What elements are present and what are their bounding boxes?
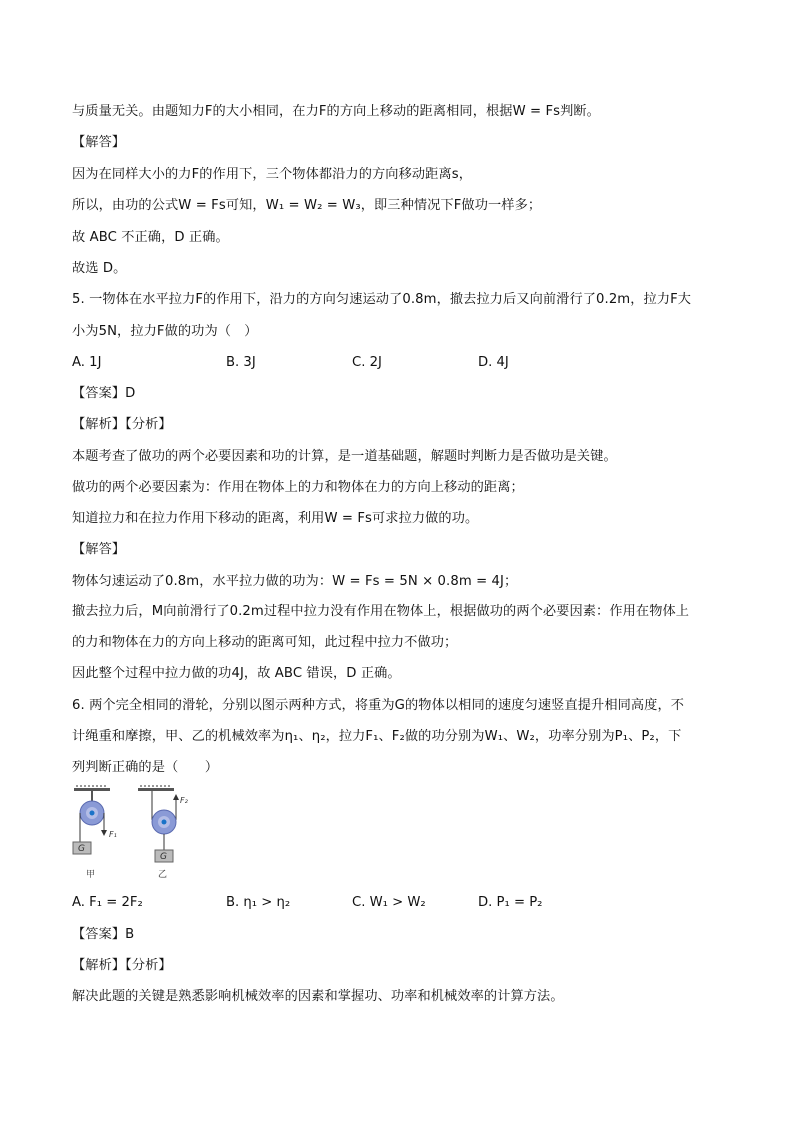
caption-yi: 乙 (158, 870, 168, 880)
question-6-line-3: 列判断正确的是（ ） (72, 760, 219, 775)
q6-option-b: B. η₁ > η₂ (226, 895, 291, 910)
q6-option-a: A. F₁ = 2F₂ (72, 895, 143, 910)
q5-option-d: D. 4J (478, 355, 509, 370)
question-5-line-1: 5. 一物体在水平拉力F的作用下，沿力的方向匀速运动了0.8m，撤去拉力后又向前滑行了0.2m，拉力F大 (72, 292, 692, 307)
weight-label-left: G (78, 844, 85, 854)
caption-jia: 甲 (86, 870, 96, 880)
weight-label-right: G (160, 852, 167, 862)
q6-option-c: C. W₁ > W₂ (352, 895, 426, 910)
section-heading: 【解答】 (72, 542, 126, 557)
q5-option-c: C. 2J (352, 355, 382, 370)
pulley-diagram (70, 784, 190, 884)
text-line: 所以，由功的公式W = Fs可知，W₁ = W₂ = W₃，即三种情况下F做功一样多； (72, 198, 542, 213)
force-label-f2: F₂ (180, 796, 188, 805)
question-5-line-2: 小为5N，拉力F做的功为（ ） (72, 324, 258, 339)
text-line: 因此整个过程中拉力做的功4J，故 ABC 错误，D 正确。 (72, 666, 401, 681)
text-line: 做功的两个必要因素为：作用在物体上的力和物体在力的方向上移动的距离； (72, 480, 524, 495)
q5-option-a: A. 1J (72, 355, 102, 370)
text-line: 故 ABC 不正确，D 正确。 (72, 230, 229, 245)
q6-option-d: D. P₁ = P₂ (478, 895, 543, 910)
text-line: 与质量无关。由题知力F的大小相同，在力F的方向上移动的距离相同，根据W = Fs判断。 (72, 104, 600, 119)
text-line: 解决此题的关键是熟悉影响机械效率的因素和掌握功、功率和机械效率的计算方法。 (72, 989, 564, 1004)
question-6-line-1: 6. 两个完全相同的滑轮，分别以图示两种方式，将重为G的物体以相同的速度匀速竖直提升相同高度，不 (72, 698, 685, 713)
analysis-label: 【解析】【分析】 (72, 958, 172, 973)
text-line: 因为在同样大小的力F的作用下，三个物体都沿力的方向移动距离s， (72, 167, 472, 182)
analysis-label: 【解析】【分析】 (72, 417, 172, 432)
answer-label: 【答案】D (72, 386, 136, 401)
text-line: 的力和物体在力的方向上移动的距离可知，此过程中拉力不做功； (72, 635, 458, 650)
text-line: 本题考查了做功的两个必要因素和功的计算，是一道基础题，解题时判断力是否做功是关键。 (72, 449, 617, 464)
q5-option-b: B. 3J (226, 355, 256, 370)
answer-label: 【答案】B (72, 927, 135, 942)
text-line: 知道拉力和在拉力作用下移动的距离，利用W = Fs可求拉力做的功。 (72, 511, 479, 526)
text-line: 故选 D。 (72, 261, 127, 276)
pulley-figure (70, 784, 190, 884)
text-line: 物体匀速运动了0.8m，水平拉力做的功为：W = Fs = 5N × 0.8m = 4J； (72, 574, 518, 589)
movable-pulley (138, 786, 179, 862)
question-6-line-2: 计绳重和摩擦，甲、乙的机械效率为η₁、η₂，拉力F₁、F₂做的功分别为W₁、W₂，功率分别为P₁、P₂，下 (72, 729, 682, 744)
text-line: 撤去拉力后，M向前滑行了0.2m过程中拉力没有作用在物体上，根据做功的两个必要因素：作用在物体上 (72, 604, 690, 619)
section-heading: 【解答】 (72, 135, 126, 150)
force-label-f1: F₁ (109, 830, 117, 839)
